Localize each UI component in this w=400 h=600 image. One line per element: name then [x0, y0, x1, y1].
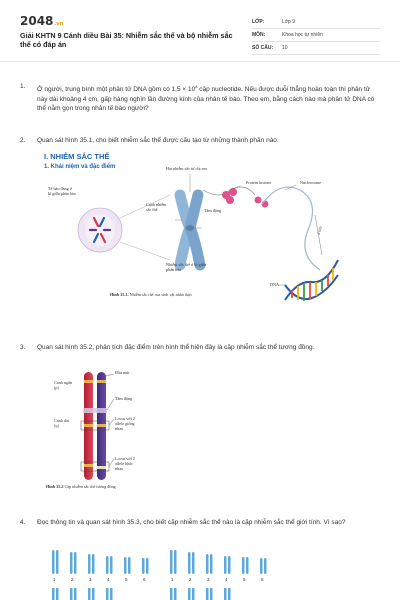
question-text: Đọc thông tin và quan sát hình 35.3, cho biết cặp nhiễm sắc thể nào là cặp nhiễm sắc thể giới tính. Vì sao? — [37, 519, 346, 526]
label-locus-diff: Locus với 2 allele khác nhau — [115, 456, 135, 471]
label-cell: Tế bào đang ở kì giữa phân bào — [48, 186, 76, 196]
label-telomere: Đầu mút — [115, 370, 130, 375]
label-centromere: Tâm động — [204, 208, 222, 213]
label-long-arm: Cánh dài (q) — [54, 418, 70, 428]
question-text-part: cặp nucleotide. Nếu được duỗi thẳng hoàn toàn thì phân tử này dài khoảng 4 cm, gấp hàng nghìn lần đường kính của nhân tế bào. Theo em, bằng cách nào mà phân tử DNA có thể nằm gọn trong nhân tế bào người? — [37, 86, 375, 113]
karyotype-number: 2 — [71, 577, 74, 582]
meta-row-count — [252, 42, 380, 55]
label-sister-chromatids: Hai nhiễm sắc tử chị em — [166, 166, 207, 171]
meta-value: Lớp 9 — [282, 19, 296, 25]
label-nucleosome: Nucleosome — [300, 180, 321, 185]
caption-label: Hình 35.1. — [110, 292, 129, 297]
meta-row-class — [252, 16, 380, 29]
meta-key: SỐ CÂU: — [252, 45, 274, 51]
question-text: Quan sát hình 35.1, cho biết nhiễm sắc thể được cấu tạo từ những thành phần nào. — [37, 137, 279, 144]
page-header — [0, 0, 400, 62]
karyotype-number: 4 — [225, 577, 228, 582]
label-scale: 2 nm — [315, 225, 323, 236]
label-locus-same: Locus với 2 allele giống nhau — [115, 416, 135, 431]
figure1-heading: I. NHIỄM SẮC THỂ — [44, 152, 110, 161]
centromere-band — [83, 408, 107, 413]
caption-text: Nhiễm sắc thể của sinh vật nhân thực — [128, 292, 193, 297]
meta-row-subject — [252, 29, 380, 42]
question-text-part: Ở người, trung bình một phân tử DNA gồm có 1,5 × 10 — [37, 86, 196, 94]
karyotype-number: 3 — [207, 577, 210, 582]
question-number: 3. — [20, 344, 26, 351]
figure2-caption — [46, 484, 116, 489]
figure3-karyotype — [46, 548, 276, 600]
label-histone: Protein histone — [246, 180, 272, 185]
meta-key: LỚP: — [252, 19, 265, 25]
exponent: 8 — [195, 84, 198, 89]
meta-table — [252, 16, 380, 55]
logo-number: 2048 — [20, 14, 54, 28]
karyotype-number: 2 — [189, 577, 192, 582]
karyotype-number: 3 — [89, 577, 92, 582]
karyotype-number: 4 — [107, 577, 110, 582]
caption-label: Hình 35.2 — [46, 484, 64, 489]
logo-suffix: .vn — [54, 21, 64, 27]
karyotype-number: 1 — [53, 577, 56, 582]
karyotype-numbers — [46, 577, 276, 583]
big-chromosome — [180, 195, 200, 265]
label-metaphase-chromosome: Nhiễm sắc thể ở kì giữa phân bào — [166, 262, 206, 272]
meta-value: 10 — [282, 45, 288, 51]
karyotype-number: 6 — [143, 577, 146, 582]
page-title: Giải KHTN 9 Cánh diều Bài 35: Nhiễm sắc thể và bộ nhiễm sắc thể có đáp án — [20, 31, 233, 49]
karyotype-number: 5 — [125, 577, 128, 582]
dna-thread — [262, 187, 320, 270]
karyotype-number: 6 — [261, 577, 264, 582]
label-dna: DNA — [270, 282, 280, 287]
question-number: 2. — [20, 137, 26, 144]
question-text — [37, 82, 379, 114]
question-number: 1. — [20, 83, 26, 90]
label-centromere-2: Tâm động — [115, 396, 133, 401]
karyotype-number: 1 — [171, 577, 174, 582]
karyotype-row — [46, 548, 276, 600]
question-text: Quan sát hình 35.2, phân tích đặc điểm trên hình thể hiện đây là cặp nhiễm sắc thể tương đồng. — [37, 344, 315, 351]
karyotype-number: 5 — [243, 577, 246, 582]
figure1-caption — [110, 292, 192, 297]
question-number: 4. — [20, 519, 26, 526]
meta-key: MÔN: — [252, 32, 266, 38]
label-chromosome-arm: Cánh nhiễm sắc thể — [146, 202, 167, 212]
label-short-arm: Cánh ngắn (p) — [54, 380, 73, 390]
figure1-subheading: 1. Khái niệm và đặc điểm — [44, 164, 116, 170]
meta-value: Khoa học tự nhiên — [282, 32, 323, 38]
dna-helix — [285, 260, 338, 301]
site-logo[interactable] — [20, 14, 63, 28]
caption-text: Cặp nhiễm sắc thể tương đồng — [63, 484, 116, 489]
